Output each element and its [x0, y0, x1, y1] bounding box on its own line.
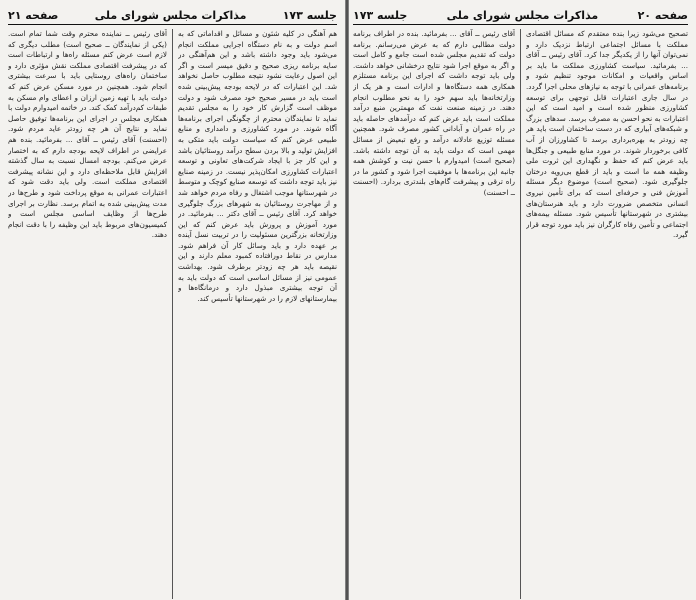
left-page-header [8, 6, 337, 25]
right-column-right-text: تصحیح ‌می‌شود زیرا بنده ‌معتقدم ‌که ‌مسائل ‌اقتصادی ‌مملکت ‌با مسائل ‌اجتماعی ‌ارتباط ‌نزدیک ‌دارد و نمی‌توان ‌آنها را از یکدیگر جدا کرد. آقای ‌رئیس ‌ــ آقای ‌... بفرمائید. سیاست ‌کشاورزی ‌مملکت ‌ما باید بر اساس ‌واقعیات ‌و امکانات ‌موجود تنظیم ‌شود و برنامه‌های ‌عمرانی ‌با توجه ‌به ‌نیازهای ‌محلی ‌اجرا گردد. در سال ‌جاری ‌اعتبارات ‌قابل ‌توجهی ‌برای ‌توسعه ‌کشاورزی ‌منظور شده ‌است ‌و امید است ‌که ‌این ‌اعتبارات ‌به ‌نحو احسن ‌به ‌مصرف ‌برسد. سدهای ‌بزرگ ‌و شبکه‌های ‌آبیاری ‌که ‌در دست ‌ساختمان ‌است ‌باید هر چه ‌زودتر به ‌بهره‌برداری ‌برسد تا کشاورزان ‌از آب ‌کافی ‌برخوردار شوند. در مورد منابع ‌طبیعی ‌و جنگل‌ها باید عرض ‌کنم ‌که ‌حفظ ‌و نگهداری ‌این ‌ثروت ‌ملی ‌وظیفه ‌همه ‌ما است ‌و باید از قطع ‌بی‌رویه ‌درختان ‌جلوگیری ‌شود. (صحیح ‌است) موضوع ‌دیگر مسئله ‌آموزش ‌فنی ‌و حرفه‌ای ‌است ‌که ‌برای ‌تأمین ‌نیروی ‌انسانی ‌متخصص ‌ضرورت ‌دارد و باید هنرستان‌های ‌بیشتری ‌در شهرستانها تأسیس ‌شود. مسئله ‌بیمه‌های ‌اجتماعی ‌و تأمین ‌رفاه ‌کارگران ‌نیز باید مورد توجه ‌قرار گیرد. [526, 29, 688, 240]
right-page-title: مذاکرات مجلس شورای ملی [446, 8, 599, 22]
right-page-column-right [526, 29, 688, 599]
left-column-divider [172, 29, 173, 599]
right-page-column-left [353, 29, 515, 599]
right-column-left-text: آقای ‌رئیس ‌ــ آقای ‌... بفرمائید. بنده ‌در اطراف ‌برنامه ‌دولت ‌مطالبی ‌دارم ‌که ‌به ‌عرض ‌می‌رسانم. برنامه ‌دولت ‌که ‌تقدیم ‌مجلس ‌شده ‌است ‌جامع ‌و کامل ‌است ‌و اگر به ‌موقع ‌اجرا شود نتایج ‌درخشانی ‌خواهد داشت. ولی ‌باید توجه ‌داشت ‌که ‌اجرای ‌این ‌برنامه ‌مستلزم ‌همکاری ‌همه ‌دستگاه‌ها و ادارات ‌است ‌و هر یک ‌از وزارتخانه‌ها باید سهم ‌خود را به ‌نحو مطلوب ‌انجام ‌دهند. در زمینه ‌صنعت ‌نفت ‌که ‌مهمترین ‌منبع ‌درآمد مملکت ‌است ‌باید عرض ‌کنم ‌که ‌درآمدهای ‌حاصله ‌باید در راه ‌عمران ‌و آبادانی ‌کشور مصرف ‌شود. همچنین ‌مسئله ‌توزیع ‌عادلانه ‌درآمد و رفع ‌تبعیض ‌از مسائل ‌مهمی ‌است ‌که ‌دولت ‌باید به ‌آن ‌توجه ‌داشته ‌باشد. (صحیح ‌است) امیدوارم ‌با حسن ‌نیت ‌و کوشش ‌همه ‌جانبه ‌این ‌برنامه‌ها با موفقیت ‌اجرا شود و کشور ما در راه ‌ترقی ‌و پیشرفت ‌گام‌های ‌بلندتری ‌بردارد. (احسنت ‌ــ احسنت) [353, 29, 515, 197]
left-column-right-text: هم ‌آهنگی در کلیه ‌شئون‌ و مسائل و اقداماتی‌ که ‌به‌ اسم ‌دولت ‌و به ‌نام‌ دستگاه‌ اجرایی ‌مملکت‌ انجام‌ می‌شود باید وجود داشته‌ باشد و این‌ هم‌آهنگی ‌در سایه ‌‌برنامه‌ ریزی ‌صحیح‌ و دقیق ‌میسر است ‌و اگر این ‌اصول ‌رعایت ‌نشود نتیجه ‌مطلوب ‌حاصل ‌نخواهد شد. این ‌اعتبارات‌ که ‌در لایحه ‌بودجه ‌پیش‌بینی ‌شده ‌است ‌باید در مسیر صحیح‌ خود مصرف ‌شود و دولت ‌موظف ‌است‌ گزارش‌ کار خود را به ‌مجلس ‌تقدیم ‌نماید تا نمایندگان‌ محترم‌ از چگونگی ‌اجرای ‌برنامه‌ها آگاه ‌شوند. در مورد کشاورزی ‌و دامداری ‌و منابع ‌طبیعی ‌عرض ‌کنم ‌که ‌سیاست ‌دولت ‌باید متکی ‌به ‌افزایش ‌تولید و بالا بردن ‌سطح ‌درآمد روستائیان‌ باشد و این ‌کار جز با ایجاد شرکت‌های ‌تعاونی‌ و توسعه ‌اعتبارات ‌کشاورزی‌ امکان‌پذیر نیست. در زمینه ‌صنایع‌ نیز باید توجه ‌داشت ‌که ‌توسعه ‌صنایع ‌کوچک ‌و متوسط ‌در شهرستانها موجب‌ اشتغال‌ و رفاه ‌مردم ‌خواهد شد و از مهاجرت‌ روستائیان ‌به ‌شهرهای ‌بزرگ‌ جلوگیری‌ خواهد کرد. آقای ‌رئیس ‌ــ آقای ‌دکتر ... بفرمائید. در مورد آموزش ‌و پرورش ‌باید عرض ‌کنم ‌که ‌این ‌وزارتخانه ‌بزرگترین ‌مسئولیت‌ را در تربیت ‌نسل ‌آینده ‌بر عهده ‌دارد و باید وسائل ‌کار آن ‌فراهم ‌شود. مدارس ‌در نقاط ‌دورافتاده ‌کمبود معلم ‌دارند و این ‌نقیصه ‌باید هر چه ‌زودتر برطرف ‌شود. بهداشت ‌عمومی ‌نیز از مسائل ‌اساسی ‌است ‌که ‌دولت ‌باید به ‌آن ‌توجه ‌بیشتری ‌مبذول ‌دارد و درمانگاه‌ها و بیمارستانهای ‌لازم ‌را در شهرستانها تأسیس ‌کند. [178, 29, 337, 303]
left-page-column-right [178, 29, 337, 599]
left-page-column-left [8, 29, 167, 599]
right-page-number: صفحه ۲۰ [637, 8, 688, 22]
left-page [0, 0, 345, 600]
left-page-number: صفحه ۲۱ [8, 8, 59, 22]
right-page-header [353, 6, 688, 25]
right-page-columns [353, 29, 688, 599]
book-gutter [345, 0, 349, 600]
right-session-label: جلسه ۱۷۳ [353, 8, 408, 22]
left-page-columns [8, 29, 337, 599]
right-page [345, 0, 696, 600]
right-column-divider [520, 29, 521, 599]
left-session-label: جلسه ۱۷۳ [282, 8, 337, 22]
left-column-left-text: آقای ‌رئیس ‌ــ نماینده ‌محترم ‌وقت ‌شما تمام ‌است. (یکی ‌از نمایندگان ‌ــ صحیح ‌است) مطلب‌ دیگری‌ که ‌لازم ‌است‌ عرض ‌کنم ‌مسئله ‌راه‌ها و ارتباطات ‌است ‌که ‌در پیشرفت ‌اقتصادی ‌مملکت ‌نقش ‌مؤثری ‌دارد و ساختمان ‌راه‌های ‌روستایی ‌باید با سرعت ‌بیشتری ‌انجام ‌شود. همچنین‌ در مورد مسکن ‌عرض ‌کنم‌ که ‌دولت ‌باید با تهیه ‌زمین ‌ارزان ‌و اعطای ‌وام ‌مسکن ‌به ‌طبقات ‌کم‌درآمد کمک ‌کند. در خاتمه ‌امیدوارم ‌دولت ‌با همکاری ‌مجلس ‌در اجرای ‌این ‌برنامه‌ها توفیق ‌حاصل ‌نماید و نتایج ‌آن ‌هر چه ‌زودتر عاید مردم ‌شود. (احسنت) آقای ‌رئیس ‌ــ آقای ‌... بفرمائید. بنده ‌هم ‌عرایضی ‌در اطراف ‌لایحه ‌بودجه ‌دارم ‌که ‌به ‌اختصار عرض ‌می‌کنم. بودجه ‌امسال ‌نسبت ‌به ‌سال ‌گذشته ‌افزایش ‌قابل ‌ملاحظه‌ای ‌دارد و این ‌نشانه ‌پیشرفت ‌اقتصادی ‌مملکت ‌است. ولی ‌باید دقت ‌شود که ‌اعتبارات ‌عمرانی ‌به ‌موقع ‌پرداخت ‌شود و طرح‌ها در مدت ‌پیش‌بینی ‌شده ‌به ‌اتمام ‌برسد. نظارت ‌بر اجرای ‌طرح‌ها از وظایف ‌اساسی ‌مجلس ‌است ‌و کمیسیون‌های ‌مربوط ‌باید این ‌وظیفه ‌را با دقت ‌انجام ‌دهند. [8, 29, 167, 240]
left-page-title: مذاکرات مجلس شورای ملی [94, 8, 247, 22]
